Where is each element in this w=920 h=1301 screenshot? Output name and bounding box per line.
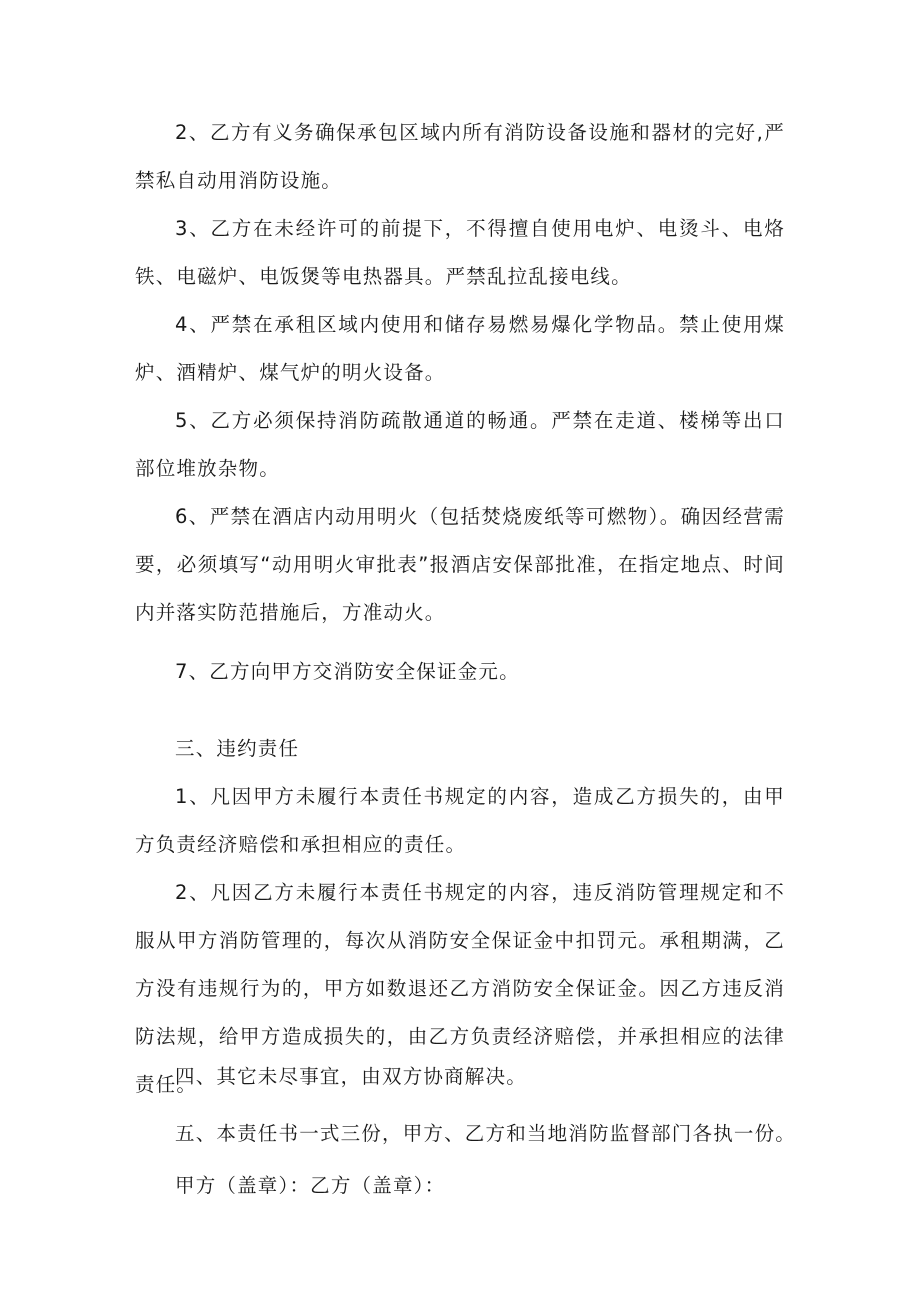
clause-7-paragraph: 7、乙方向甲方交消防安全保证金元。: [175, 660, 520, 683]
section-5-paragraph: 五、本责任书一式三份，甲方、乙方和当地消防监督部门各执一份。: [175, 1122, 797, 1145]
liability-item-1: 1、凡因甲方未履行本责任书规定的内容，造成乙方损失的，由甲方负责经济赔偿和承担相应的责任。: [135, 785, 785, 856]
section-4-paragraph: 四、其它未尽事宜，由双方协商解决。: [175, 1065, 527, 1088]
clause-4-paragraph: 4、严禁在承租区域内使用和储存易燃易爆化学物品。禁止使用煤炉、酒精炉、煤气炉的明火设备。: [135, 313, 785, 384]
liability-item-2: 2、凡因乙方未履行本责任书规定的内容，违反消防管理规定和不服从甲方消防管理的，每次从消防安全保证金中扣罚元。承租期满，乙方没有违规行为的，甲方如数退还乙方消防安全保证金。因乙方违反消防法规，给甲方造成损失的，由乙方负责经济赔偿，并承担相应的法律责任。: [135, 881, 785, 1096]
clause-5-paragraph: 5、乙方必须保持消防疏散通道的畅通。严禁在走道、楼梯等出口部位堆放杂物。: [135, 409, 785, 480]
clause-6-paragraph: 6、严禁在酒店内动用明火（包括焚烧废纸等可燃物）。确因经营需要，必须填写“动用明火审批表”报酒店安保部批准，在指定地点、时间内并落实防范措施后，方准动火。: [135, 505, 785, 624]
clause-3-paragraph: 3、乙方在未经许可的前提下，不得擅自使用电炉、电烫斗、电烙铁、电磁炉、电饭煲等电热器具。严禁乱拉乱接电线。: [135, 217, 785, 288]
signature-line: 甲方（盖章）：乙方（盖章）：: [175, 1174, 446, 1197]
clause-2-paragraph: 2、乙方有义务确保承包区域内所有消防设备设施和器材的完好,严禁私自动用消防设施。: [135, 121, 785, 192]
section-3-heading: 三、违约责任: [175, 737, 300, 760]
